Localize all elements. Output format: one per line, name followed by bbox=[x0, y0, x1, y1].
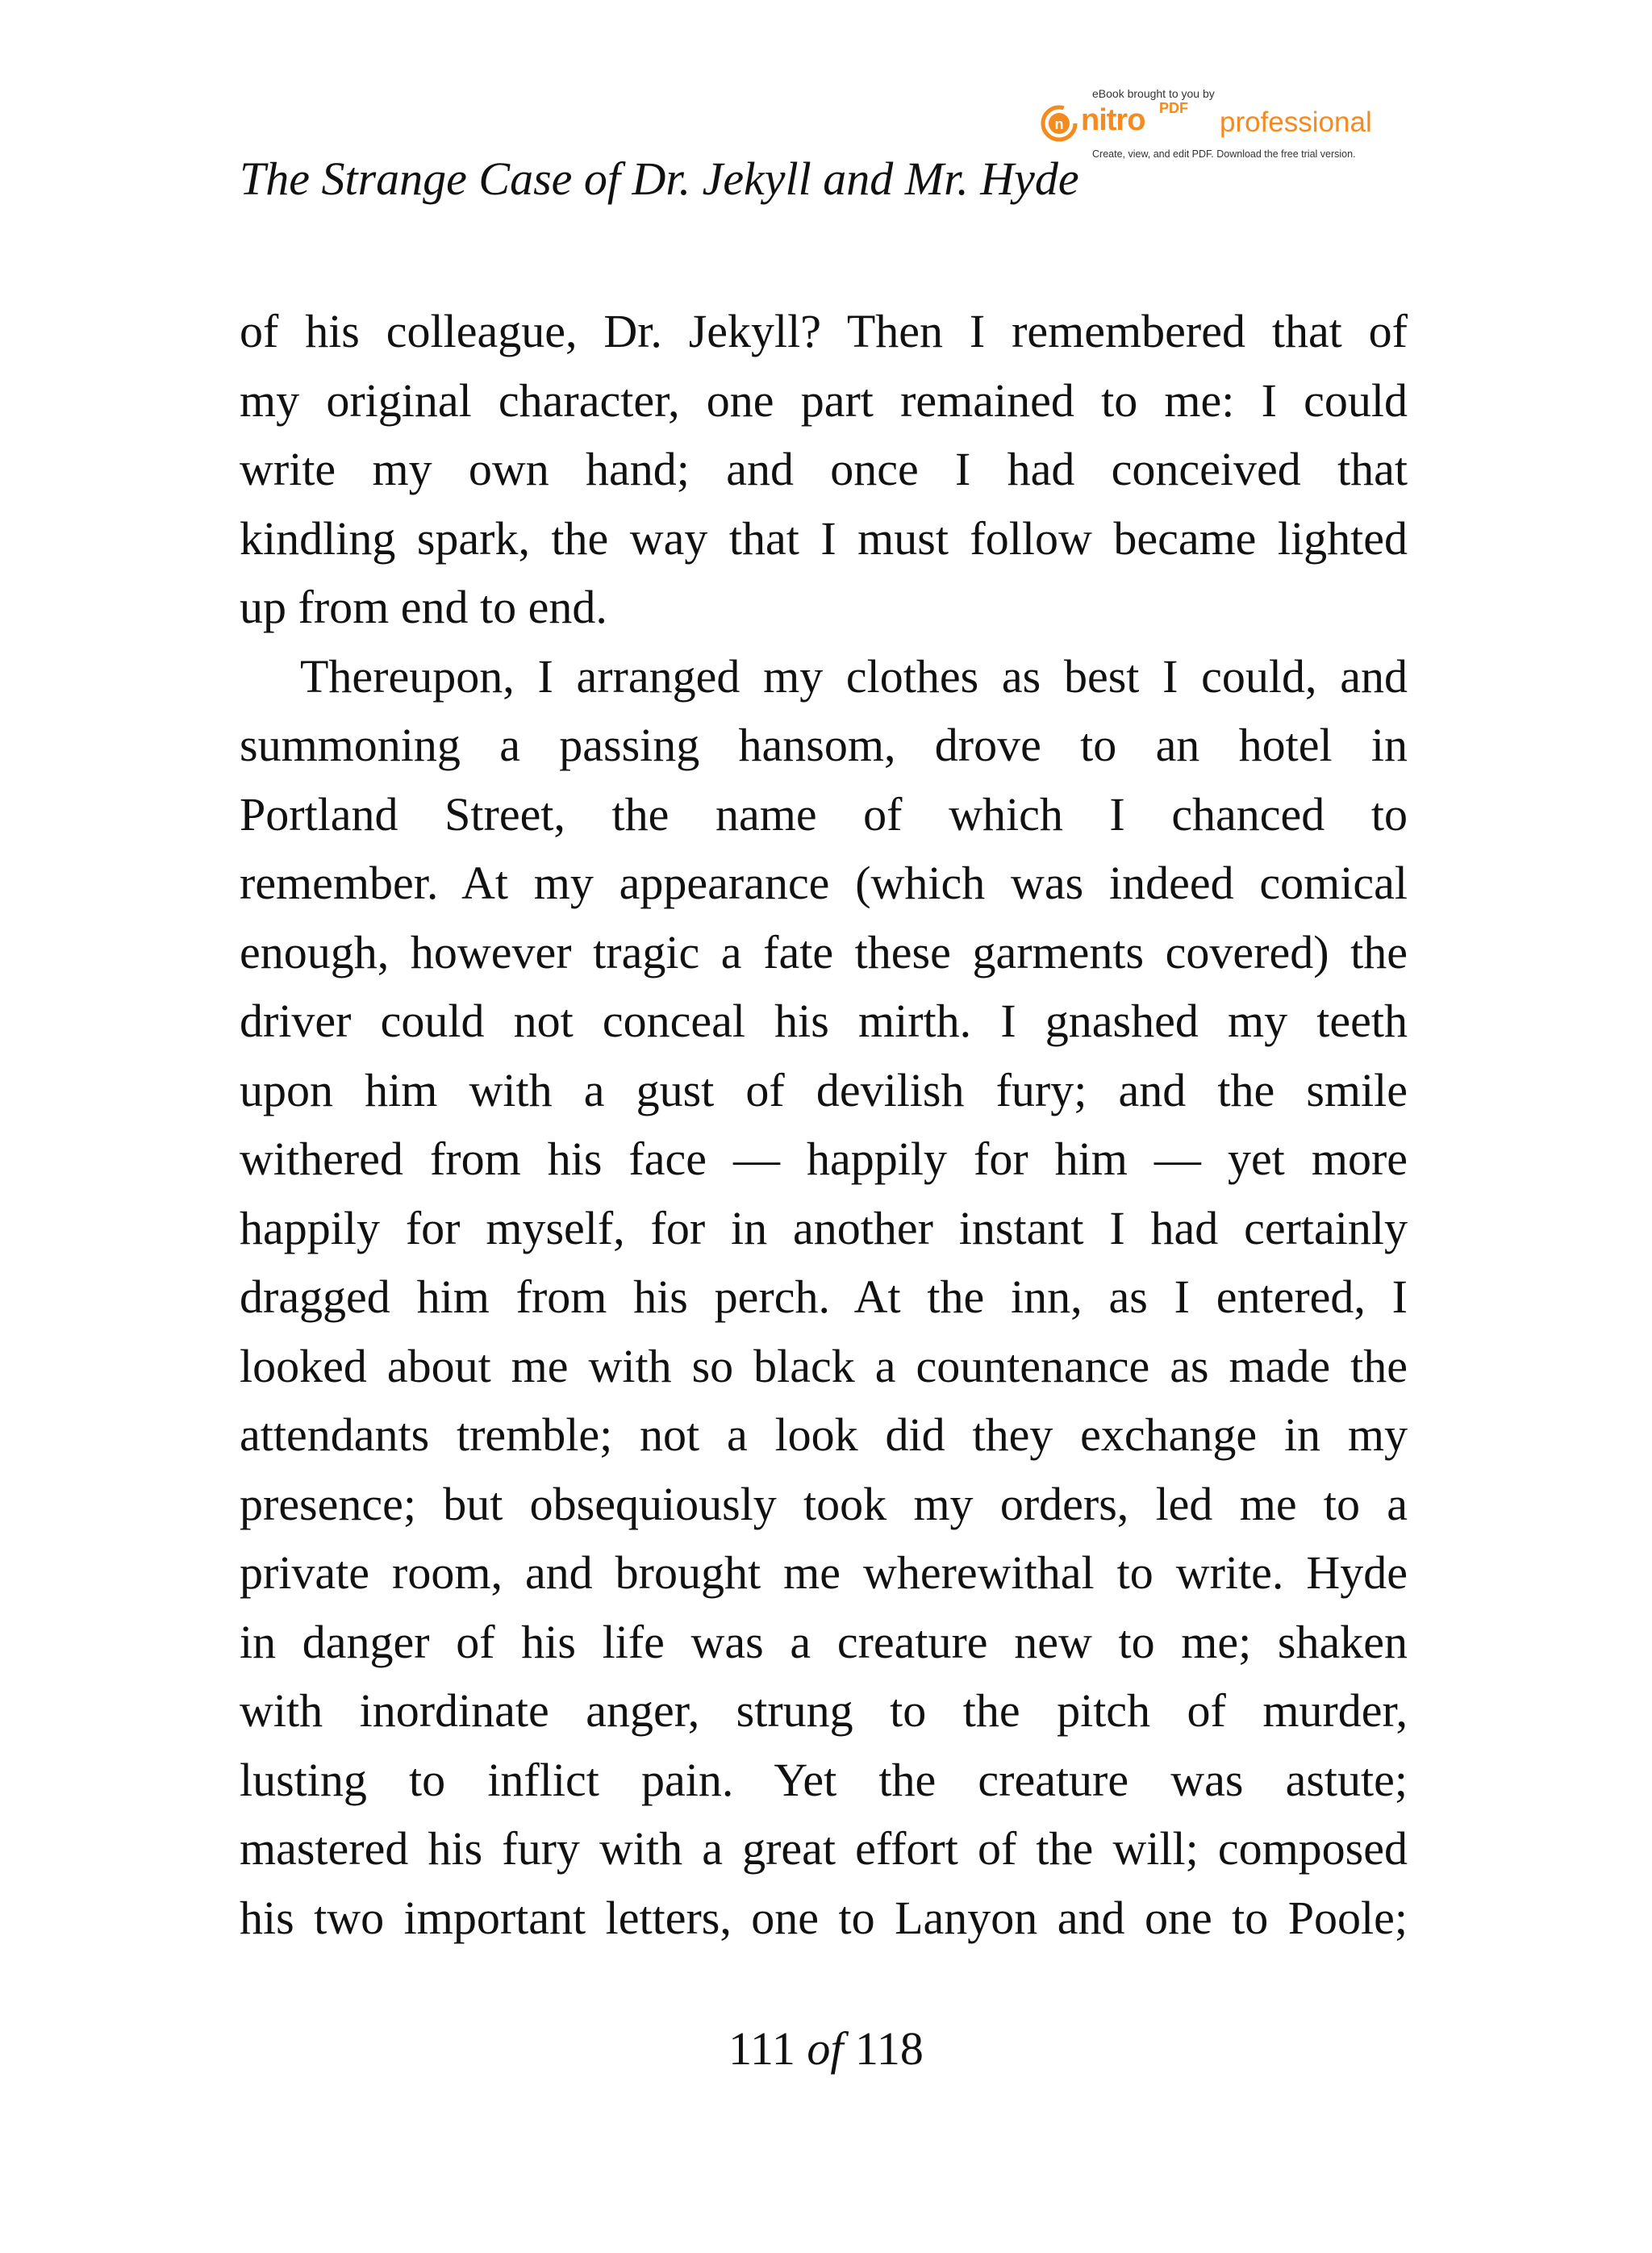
nitro-brand-text: nitro bbox=[1081, 103, 1145, 137]
text-line: mastered his fury with a great effort of the will; composed bbox=[240, 1822, 1408, 1875]
text-line: looked about me with so black a countenance as made the bbox=[240, 1339, 1408, 1392]
text-line: presence; but obsequiously took my orders, led me to a bbox=[240, 1477, 1408, 1530]
body-text bbox=[240, 297, 1408, 1952]
text-line: up from end to end. bbox=[240, 581, 607, 633]
text-line: write my own hand; and once I had conceived that bbox=[240, 443, 1408, 495]
text-line: enough, however tragic a fate these garments covered) the bbox=[240, 925, 1408, 978]
text-line: of his colleague, Dr. Jekyll? Then I remembered that of bbox=[240, 305, 1408, 357]
text-line-indented: Thereupon, I arranged my clothes as best I could, and bbox=[300, 649, 1408, 703]
banner-tagline-bottom: Create, view, and edit PDF. Download the free trial version. bbox=[1092, 148, 1356, 160]
text-line: dragged him from his perch. At the inn, as I entered, I bbox=[240, 1270, 1408, 1323]
running-header-title: The Strange Case of Dr. Jekyll and Mr. Hyde bbox=[240, 152, 1079, 205]
svg-text:n: n bbox=[1054, 116, 1064, 132]
nitro-logo-icon bbox=[1041, 105, 1078, 142]
text-line: summoning a passing hansom, drove to an hotel in bbox=[240, 719, 1408, 771]
text-line: private room, and brought me wherewithal to write. Hyde bbox=[240, 1546, 1408, 1599]
page-current: 111 bbox=[728, 2022, 795, 2075]
text-line: his two important letters, one to Lanyon and one to Poole; bbox=[240, 1891, 1408, 1944]
text-line: upon him with a gust of devilish fury; and the smile bbox=[240, 1063, 1408, 1116]
text-line: remember. At my appearance (which was indeed comical bbox=[240, 857, 1408, 909]
text-line: lusting to inflict pain. Yet the creature was astute; bbox=[240, 1753, 1408, 1806]
text-line: in danger of his life was a creature new to me; shaken bbox=[240, 1615, 1408, 1668]
nitro-pdf-banner[interactable] bbox=[1041, 87, 1412, 168]
text-line: attendants tremble; not a look did they exchange in my bbox=[240, 1408, 1408, 1461]
banner-tagline-top: eBook brought to you by bbox=[1092, 87, 1215, 100]
text-line: with inordinate anger, strung to the pitch of murder, bbox=[240, 1684, 1408, 1737]
text-line: Portland Street, the name of which I chanced to bbox=[240, 787, 1408, 841]
nitro-pdf-superscript: PDF bbox=[1159, 100, 1188, 116]
text-line: my original character, one part remained to me: I could bbox=[240, 373, 1408, 427]
text-line: driver could not conceal his mirth. I gnashed my teeth bbox=[240, 995, 1408, 1047]
text-line: withered from his face — happily for him — yet more bbox=[240, 1133, 1408, 1185]
text-line: kindling spark, the way that I must follow became lighted bbox=[240, 511, 1408, 565]
page-total: 118 bbox=[854, 2022, 924, 2075]
page-of: of bbox=[807, 2022, 844, 2075]
nitro-product-text: professional bbox=[1220, 106, 1372, 138]
page-number bbox=[0, 2017, 1652, 2081]
text-line: happily for myself, for in another instant I had certainly bbox=[240, 1201, 1408, 1254]
